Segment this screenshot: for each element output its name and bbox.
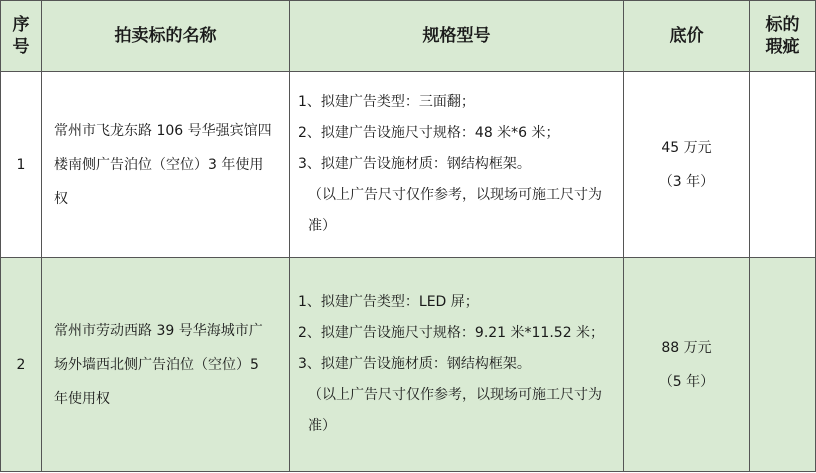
- header-price: 底价: [624, 1, 750, 72]
- table-row: [1, 72, 816, 258]
- row-number: 2: [1, 258, 42, 472]
- row-number: 1: [1, 72, 42, 258]
- row-name: 常州市劳动西路 39 号华海城市广场外墙西北侧广告泊位（空位）5 年使用权: [42, 258, 290, 472]
- spec-line: 2、拟建广告设施尺寸规格：9.21 米*11.52 米；: [298, 325, 605, 341]
- spec-line: 3、拟建广告设施材质：钢结构框架。: [298, 156, 531, 172]
- spec-note: （以上广告尺寸仅作参考，以现场可施工尺寸为准）: [308, 387, 602, 434]
- header-defect: [750, 1, 816, 72]
- spec-note: （以上广告尺寸仅作参考，以现场可施工尺寸为准）: [308, 187, 602, 234]
- spec-line: 3、拟建广告设施材质：钢结构框架。: [298, 356, 531, 372]
- table-row: [1, 258, 816, 472]
- row-price: [624, 72, 750, 258]
- row-defect: [750, 72, 816, 258]
- header-spec: 规格型号: [290, 1, 624, 72]
- header-number-line2: 号: [12, 37, 30, 57]
- row-price: [624, 258, 750, 472]
- price-value: 45 万元: [661, 139, 712, 156]
- row-name: 常州市飞龙东路 106 号华强宾馆四楼南侧广告泊位（空位）3 年使用权: [42, 72, 290, 258]
- price-term: （5 年）: [658, 373, 715, 390]
- header-defect-line2: 瑕疵: [765, 37, 800, 57]
- row-defect: [750, 258, 816, 472]
- header-defect-line1: 标的: [765, 14, 800, 35]
- header-name: 拍卖标的名称: [42, 1, 290, 72]
- price-value: 88 万元: [661, 339, 712, 356]
- row-spec: [290, 72, 624, 258]
- spec-line: 2、拟建广告设施尺寸规格：48 米*6 米；: [298, 125, 560, 141]
- spec-line: 1、拟建广告类型：LED 屏；: [298, 294, 479, 310]
- header-number-line1: 序: [12, 14, 30, 35]
- price-term: （3 年）: [658, 173, 715, 190]
- spec-line: 1、拟建广告类型：三面翻；: [298, 94, 475, 110]
- header-row: [1, 1, 816, 72]
- header-number: [1, 1, 42, 72]
- row-spec: [290, 258, 624, 472]
